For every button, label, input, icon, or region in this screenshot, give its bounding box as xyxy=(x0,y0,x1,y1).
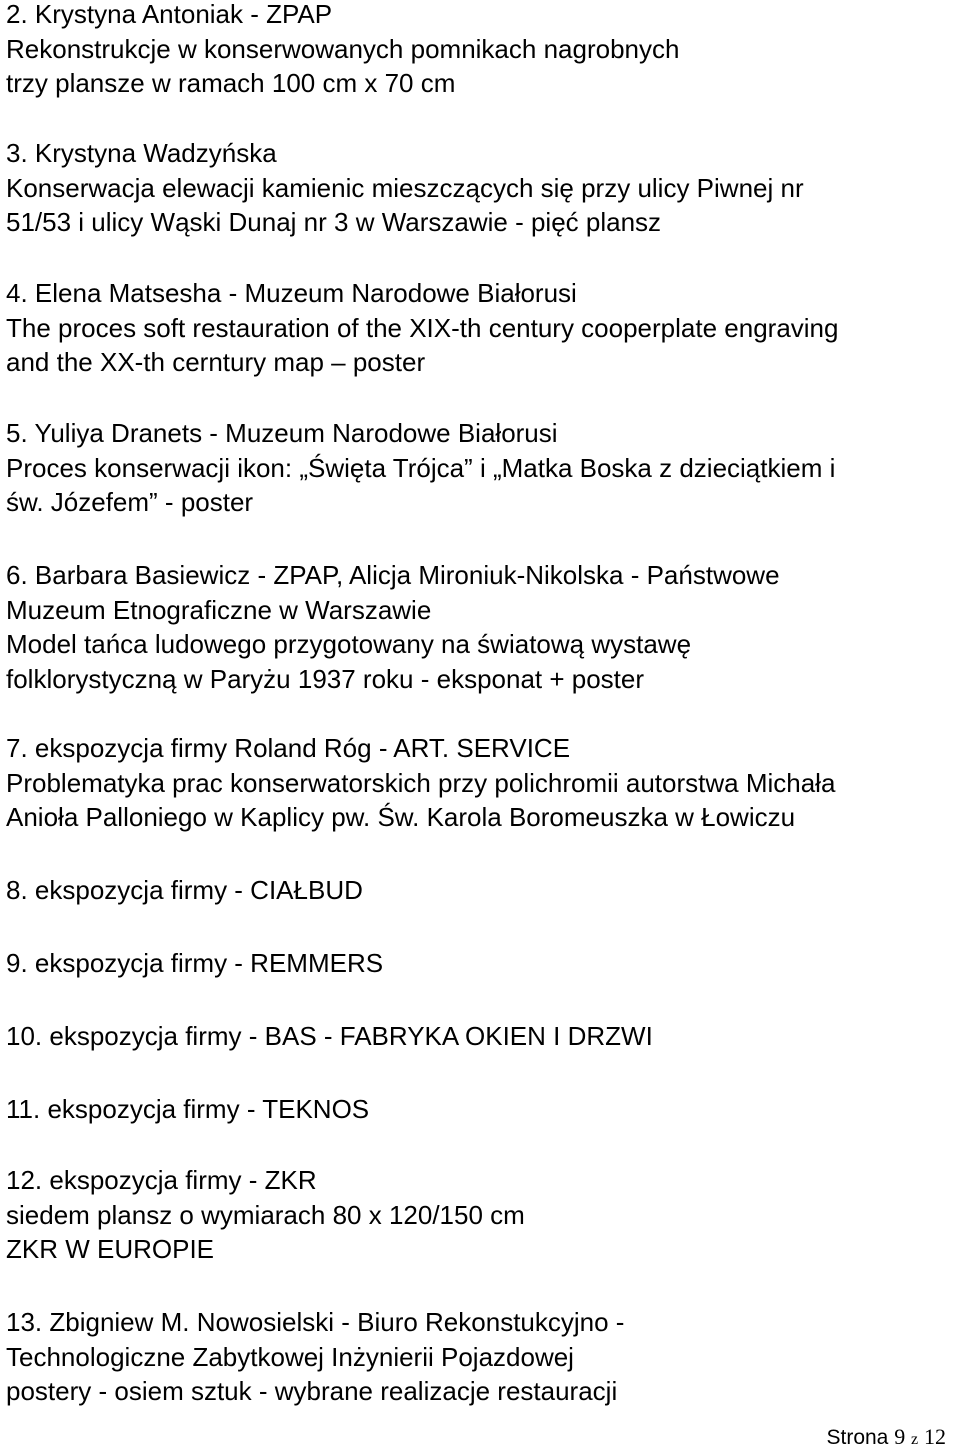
entry-4 xyxy=(6,276,838,380)
footer-of: z xyxy=(911,1431,919,1448)
entry-13-line-3: postery - osiem sztuk - wybrane realizacje restauracji xyxy=(6,1376,618,1406)
entry-6-line-2: Muzeum Etnograficzne w Warszawie xyxy=(6,594,432,625)
entry-8-line-1: 8. ekspozycja firmy - CIAŁBUD xyxy=(6,875,363,905)
entry-2-line-3: trzy plansze w ramach 100 cm x 70 cm xyxy=(6,68,456,98)
entry-2-line-2: Rekonstrukcje w konserwowanych pomnikach nagrobnych xyxy=(6,33,680,64)
entry-6-line-3: Model tańca ludowego przygotowany na światową wystawę xyxy=(6,629,692,659)
entry-6-line-4: folklorystyczną w Paryżu 1937 roku - eksponat + poster xyxy=(6,663,645,694)
footer-total-pages: 12 xyxy=(924,1424,946,1449)
entry-7-line-1: 7. ekspozycja firmy Roland Róg - ART. SERVICE xyxy=(6,733,571,763)
entry-11 xyxy=(6,1092,369,1127)
entry-13 xyxy=(6,1305,624,1409)
page-number-footer xyxy=(826,1425,946,1452)
entry-13-line-1: 13. Zbigniew M. Nowosielski - Biuro Rekonstukcyjno - xyxy=(6,1307,625,1337)
entry-10-line-1: 10. ekspozycja firmy - BAS - FABRYKA OKIEN I DRZWI xyxy=(6,1021,653,1051)
entry-9 xyxy=(6,946,383,981)
entry-3 xyxy=(6,136,804,240)
entry-4-line-2: The proces soft restauration of the XIX-th century cooperplate engraving xyxy=(6,312,839,343)
entry-5-line-2: Proces konserwacji ikon: „Święta Trójca” i „Matka Boska z dzieciątkiem i xyxy=(6,452,836,483)
entry-5 xyxy=(6,416,835,520)
entry-3-line-1: 3. Krystyna Wadzyńska xyxy=(6,138,277,168)
entry-7-line-2: Problematyka prac konserwatorskich przy polichromii autorstwa Michała xyxy=(6,767,836,798)
entry-12-line-1: 12. ekspozycja firmy - ZKR xyxy=(6,1165,317,1195)
entry-2-line-1: 2. Krystyna Antoniak - ZPAP xyxy=(6,0,333,29)
entry-3-line-3: 51/53 i ulicy Wąski Dunaj nr 3 w Warszawie - pięć plansz xyxy=(6,207,662,237)
entry-9-line-1: 9. ekspozycja firmy - REMMERS xyxy=(6,948,384,978)
entry-12-line-3: ZKR W EUROPIE xyxy=(6,1234,215,1264)
entry-6 xyxy=(6,558,780,696)
entry-7-line-3: Anioła Palloniego w Kaplicy pw. Św. Karola Boromeuszka w Łowiczu xyxy=(6,802,796,832)
entry-11-line-1: 11. ekspozycja firmy - TEKNOS xyxy=(6,1094,370,1124)
entry-4-line-3: and the XX-th cerntury map – poster xyxy=(6,347,426,377)
entry-3-line-2: Konserwacja elewacji kamienic mieszczących się przy ulicy Piwnej nr xyxy=(6,172,804,203)
entry-6-line-1: 6. Barbara Basiewicz - ZPAP, Alicja Mironiuk-Nikolska - Państwowe xyxy=(6,560,780,590)
entry-8 xyxy=(6,873,363,908)
entry-2 xyxy=(6,0,679,101)
footer-current-page: 9 xyxy=(894,1424,906,1449)
entry-13-line-2: Technologiczne Zabytkowej Inżynierii Pojazdowej xyxy=(6,1341,574,1372)
entry-5-line-3: św. Józefem” - poster xyxy=(6,487,254,517)
entry-10 xyxy=(6,1019,653,1054)
entry-12 xyxy=(6,1163,525,1267)
footer-label: Strona xyxy=(826,1426,889,1449)
entry-4-line-1: 4. Elena Matsesha - Muzeum Narodowe Białorusi xyxy=(6,278,577,308)
entry-5-line-1: 5. Yuliya Dranets - Muzeum Narodowe Białorusi xyxy=(6,418,558,448)
entry-12-line-2: siedem plansz o wymiarach 80 x 120/150 cm xyxy=(6,1199,525,1230)
entry-7 xyxy=(6,731,835,835)
